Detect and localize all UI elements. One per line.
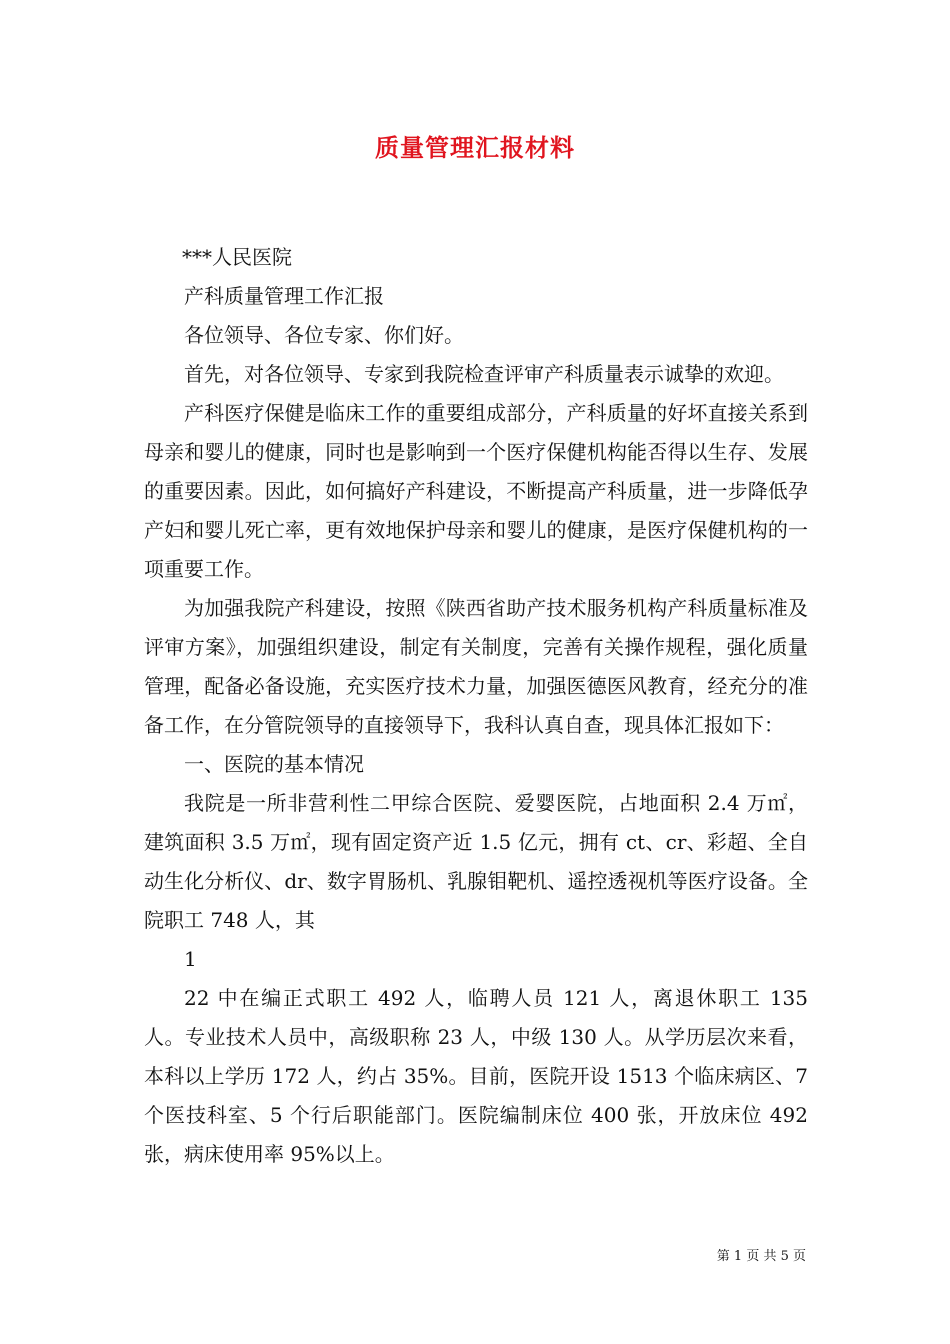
document-title: 质量管理汇报材料 [375,133,575,162]
paragraph-hospital-name: ***人民医院 [182,245,292,269]
paragraph-welcome: 首先，对各位领导、专家到我院检查评审产科质量表示诚挚的欢迎。 [184,362,784,386]
section-heading-basic-info: 一、医院的基本情况 [184,752,364,776]
paragraph-report-title: 产科质量管理工作汇报 [184,284,384,308]
paragraph-measures: 为加强我院产科建设，按照《陕西省助产技术服务机构产科质量标准及评审方案》，加强组织建设，制定有关制度，完善有关操作规程，强化质量管理，配备必备设施，充实医疗技术力量，加强医德医风教育，经充分的准备工作，在分管院领导的直接领导下，我科认真自查，现具体汇报如下： [144,596,808,737]
page-number: 第 1 页 共 5 页 [716,1249,806,1264]
document-body [144,238,808,1174]
paragraph-importance: 产科医疗保健是临床工作的重要组成部分，产科质量的好坏直接关系到母亲和婴儿的健康，同时也是影响到一个医疗保健机构能否得以生存、发展的重要因素。因此，如何搞好产科建设，不断提高产科质量，进一步降低孕产妇和婴儿死亡率，更有效地保护母亲和婴儿的健康，是医疗保健机构的一项重要工作。 [144,401,808,581]
paragraph-hospital-overview: 我院是一所非营利性二甲综合医院、爱婴医院，占地面积 2.4 万㎡，建筑面积 3.5 万㎡，现有固定资产近 1.5 亿元，拥有 ct、cr、彩超、全自动生化分析仪、dr、数字胃肠机、乳腺钼靶机、遥控透视机等医疗设备。全院职工 748 人，其 [144,791,808,932]
paragraph-inline-number: 1 [184,947,197,971]
paragraph-greeting: 各位领导、各位专家、你们好。 [184,323,464,347]
paragraph-staff-stats: 22 中在编正式职工 492 人，临聘人员 121 人，离退休职工 135 人。专业技术人员中，高级职称 23 人，中级 130 人。从学历层次来看，本科以上学历 172 人，约占 35%。目前，医院开设 1513 个临床病区、7 个医技科室、5 个行后职能部门。医院编制床位 400 张，开放床位 492 张，病床使用率 95%以上。 [144,986,808,1166]
